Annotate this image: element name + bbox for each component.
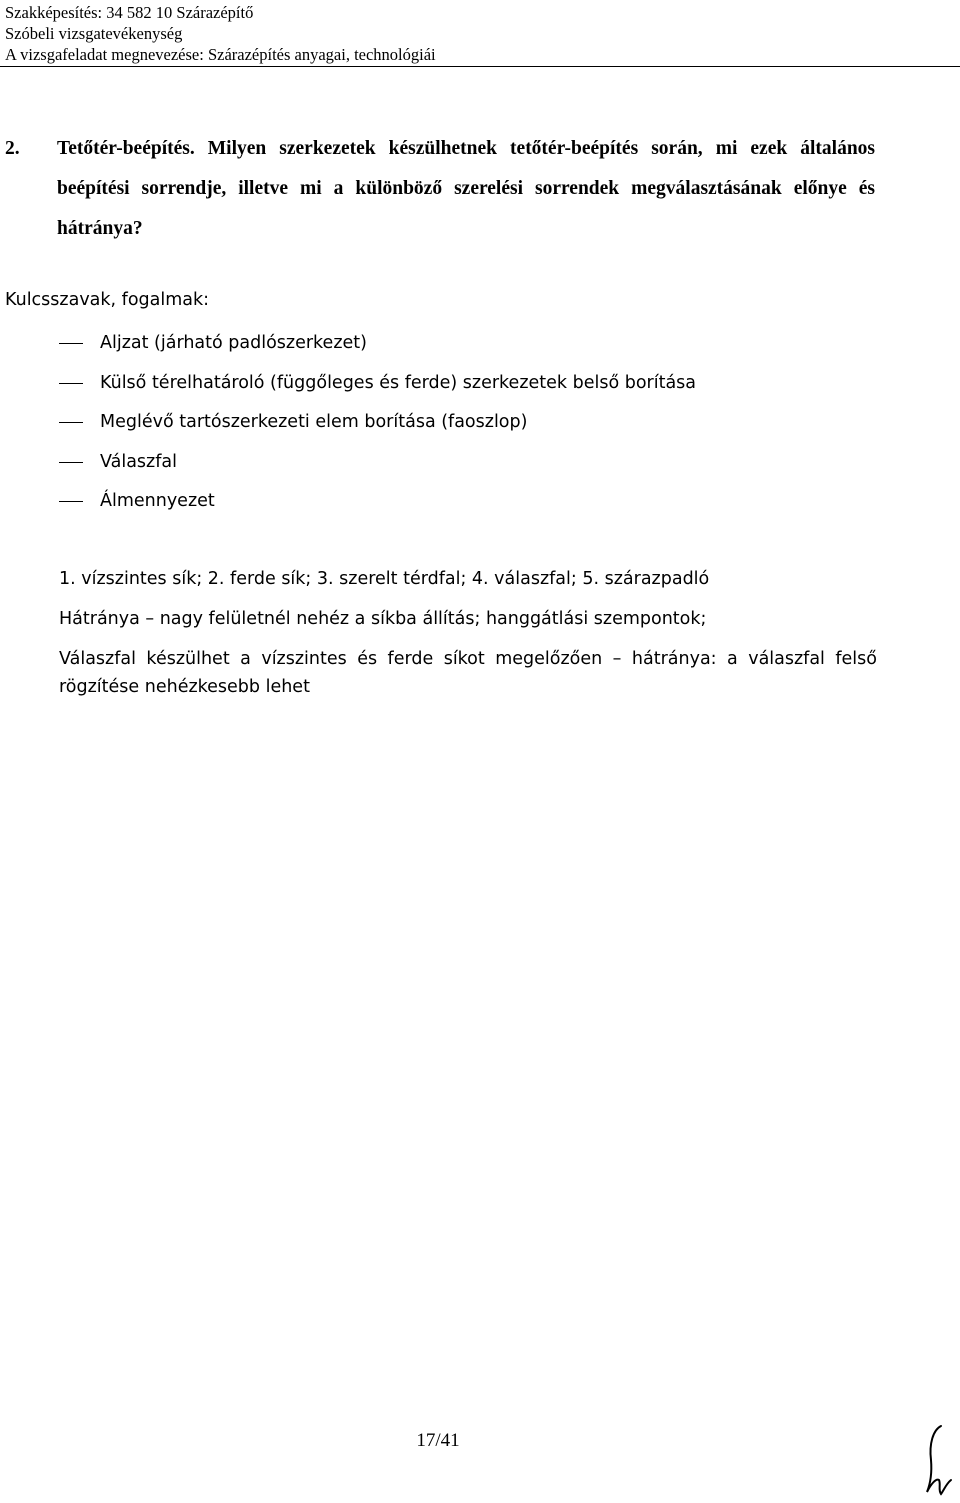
- dash-bullet: [59, 343, 83, 344]
- answer-partition-note: Válaszfal készülhet a vízszintes és ferde síkot megelőzően – hátránya: a válaszfal felső rögzítése nehézkesebb lehet: [59, 649, 877, 697]
- keyword-text: Meglévő tartószerkezeti elem borítása (faoszlop): [100, 412, 528, 432]
- question-number: 2.: [5, 138, 20, 159]
- header-exam-type: Szóbeli vizsgatevékenység: [5, 24, 183, 43]
- keyword-text: Aljzat (járható padlószerkezet): [100, 333, 367, 353]
- question-block: [5, 129, 875, 249]
- answer-sequence: 1. vízszintes sík; 2. ferde sík; 3. szerelt térdfal; 4. válaszfal; 5. szárazpadló: [59, 569, 710, 589]
- keyword-text: Álmennyezet: [100, 491, 215, 511]
- keyword-text: Külső térelhatároló (függőleges és ferde) szerkezetek belső borítása: [100, 372, 697, 393]
- dash-bullet: [59, 383, 83, 384]
- header-task-title: A vizsgafeladat megnevezése: Szárazépítés anyagai, technológiái: [5, 45, 436, 64]
- keyword-text: Válaszfal: [100, 451, 177, 472]
- answer-disadvantage: Hátránya – nagy felületnél nehéz a síkba állítás; hanggátlási szempontok;: [59, 609, 707, 629]
- page-number: 17/41: [416, 1430, 460, 1451]
- signature-mark-icon: [919, 1420, 955, 1500]
- header-qualification: Szakképesítés: 34 582 10 Szárazépítő: [5, 3, 254, 22]
- answer-block: [59, 565, 877, 713]
- header-divider: [0, 66, 960, 67]
- question-text: Tetőtér-beépítés. Milyen szerkezetek készülhetnek tetőtér-beépítés során, mi ezek általános beépítési sorrendje, illetve mi a különböző szerelési sorrendek megválasztásának előnye és hátránya?: [57, 138, 875, 239]
- dash-bullet: [59, 501, 83, 502]
- dash-bullet: [59, 422, 83, 423]
- page-header: [5, 2, 436, 65]
- keywords-heading: Kulcsszavak, fogalmak:: [5, 290, 210, 310]
- dash-bullet: [59, 462, 83, 463]
